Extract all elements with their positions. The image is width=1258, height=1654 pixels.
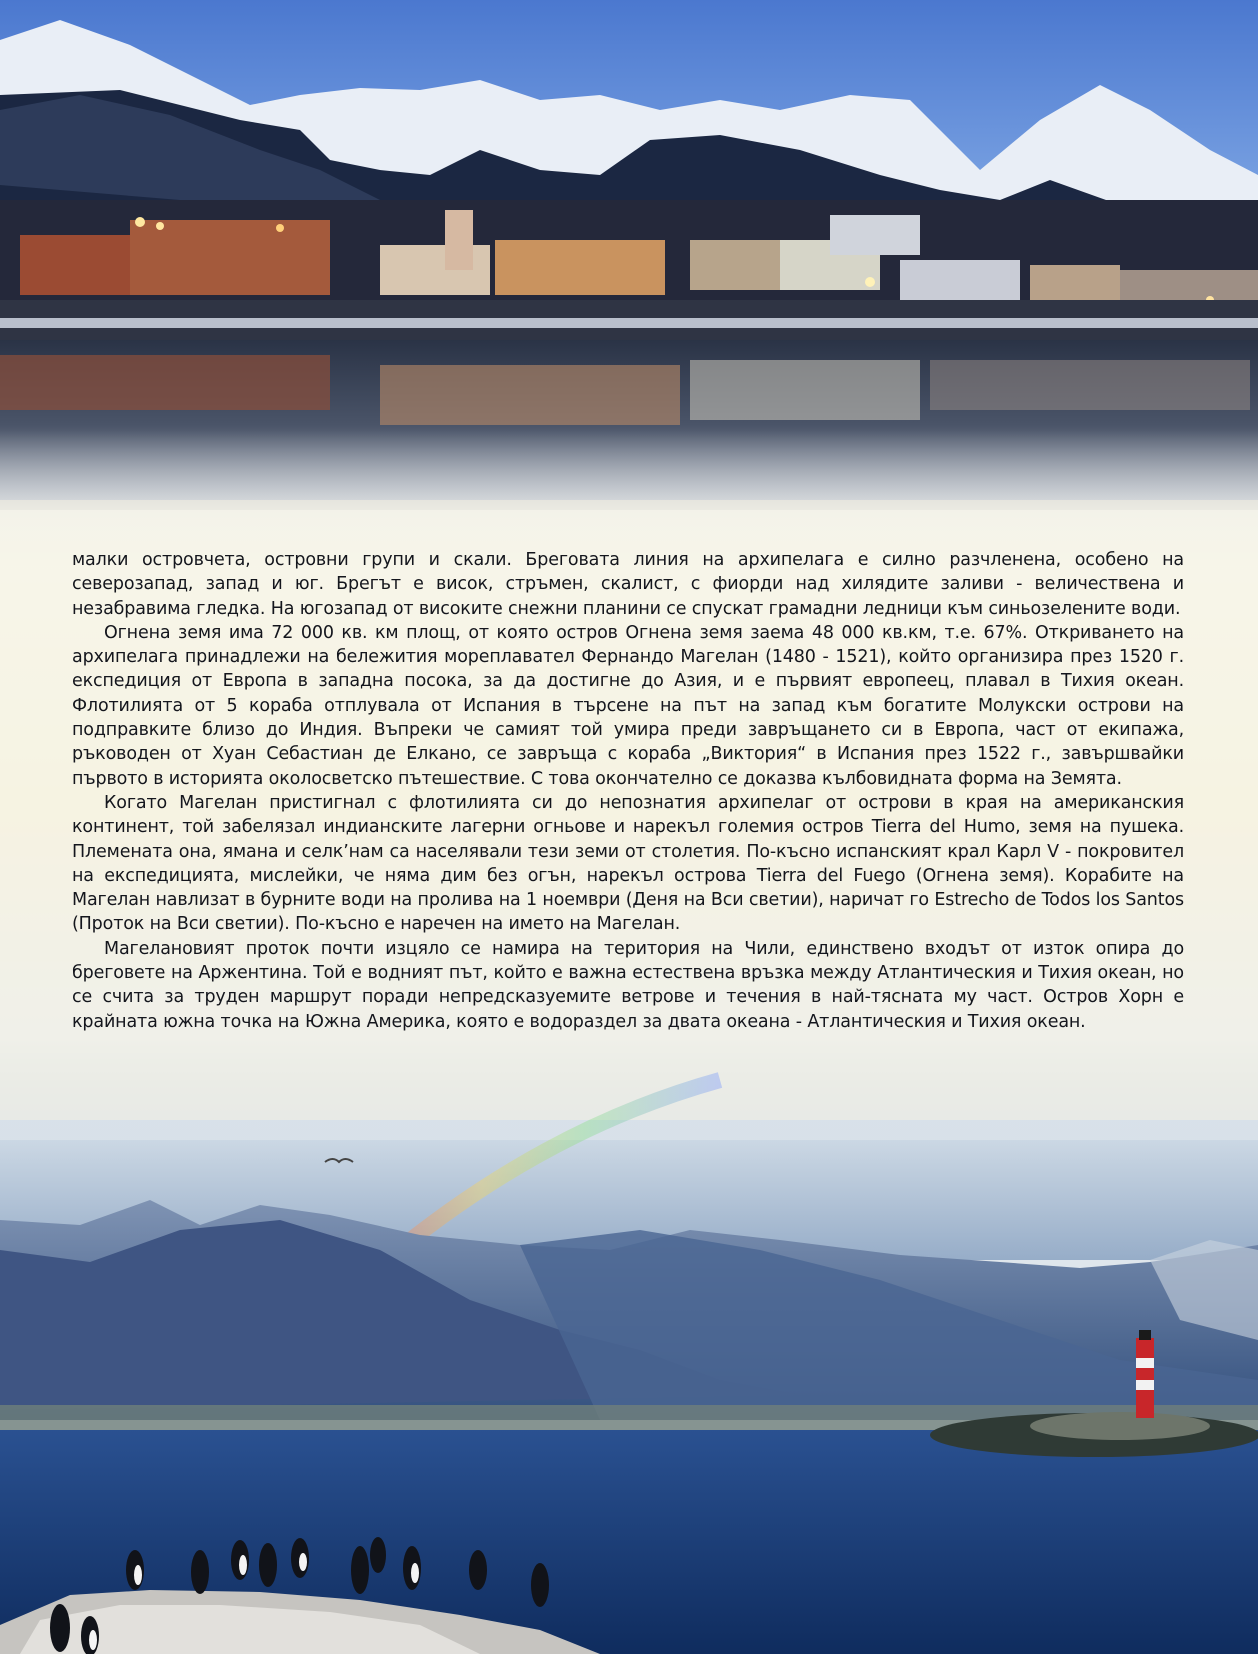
paragraph-2: Огнена земя има 72 000 кв. км площ, от която остров Огнена земя заема 48 000 кв.км, т.е. 67%. Откриването на архипелага принадлежи на бележития мореплавател Фернандо Магелан (1480 - 1521), който организира през 1520 г. експедиция от Европа в западна посока, за да достигне до Азия, и е първият европеец, плавал в Тихия океан. Флотилията от 5 кораба отплувала от Испания в търсене на път на запад към богатите Молукски острови на подправките близо до Индия. Въпреки че самият той умира преди завръщането си в Европа, част от екипажа, ръководен от Хуан Себастиан де Елкано, се завръща с кораба „Виктория“ в Испания през 1522 г., завършвайки първото в историята околосветско пътешествие. С това окончателно се доказва кълбовидната форма на Земята. bbox=[72, 622, 1184, 789]
paragraph-1: малки островчета, островни групи и скали. Бреговата линия на архипелага е силно разчленена, особено на северозапад, запад и юг. Брегът е висок, стръмен, скалист, с фиорди над хилядите заливи - величествена и незабравима гледка. На югозапад от високите снежни планини се спускат грамадни ледници към синьозелените води. bbox=[72, 550, 1184, 619]
article-text bbox=[72, 548, 1184, 1034]
lighthouse bbox=[1136, 1338, 1154, 1418]
paragraph-3: Когато Магелан пристигнал с флотилията си до непознатия архипелаг от острови в края на американския континент, той забелязал индианските лагерни огньове и нарекъл големия остров Tierra del Humo, земя на пушека. Племената она, ямана и селк’нам са населявали тези земи от столетия. По-късно испанският крал Карл V - покровител на експедицията, мислейки, че няма дим без огън, нарекъл острова Tierra del Fuego (Огнена земя). Корабите на Магелан навлизат в бурните води на пролива на 1 ноември (Деня на Вси светии), наричат го Estrecho de Todos los Santos (Проток на Вси светии). По-късно е наречен на името на Магелан. bbox=[72, 792, 1184, 935]
paragraph-4: Магелановият проток почти изцяло се намира на територия на Чили, единствено входът от изток опира до бреговете на Аржентина. Той е водният път, който е важна естествена връзка между Атлантическия и Тихия океан, но се счита за труден маршрут поради непредсказуемите ветрове и течения в най-тясната му част. Остров Хорн е крайната южна точка на Южна Америка, която е водораздел за двата океана - Атлантическия и Тихия океан. bbox=[72, 938, 1184, 1032]
